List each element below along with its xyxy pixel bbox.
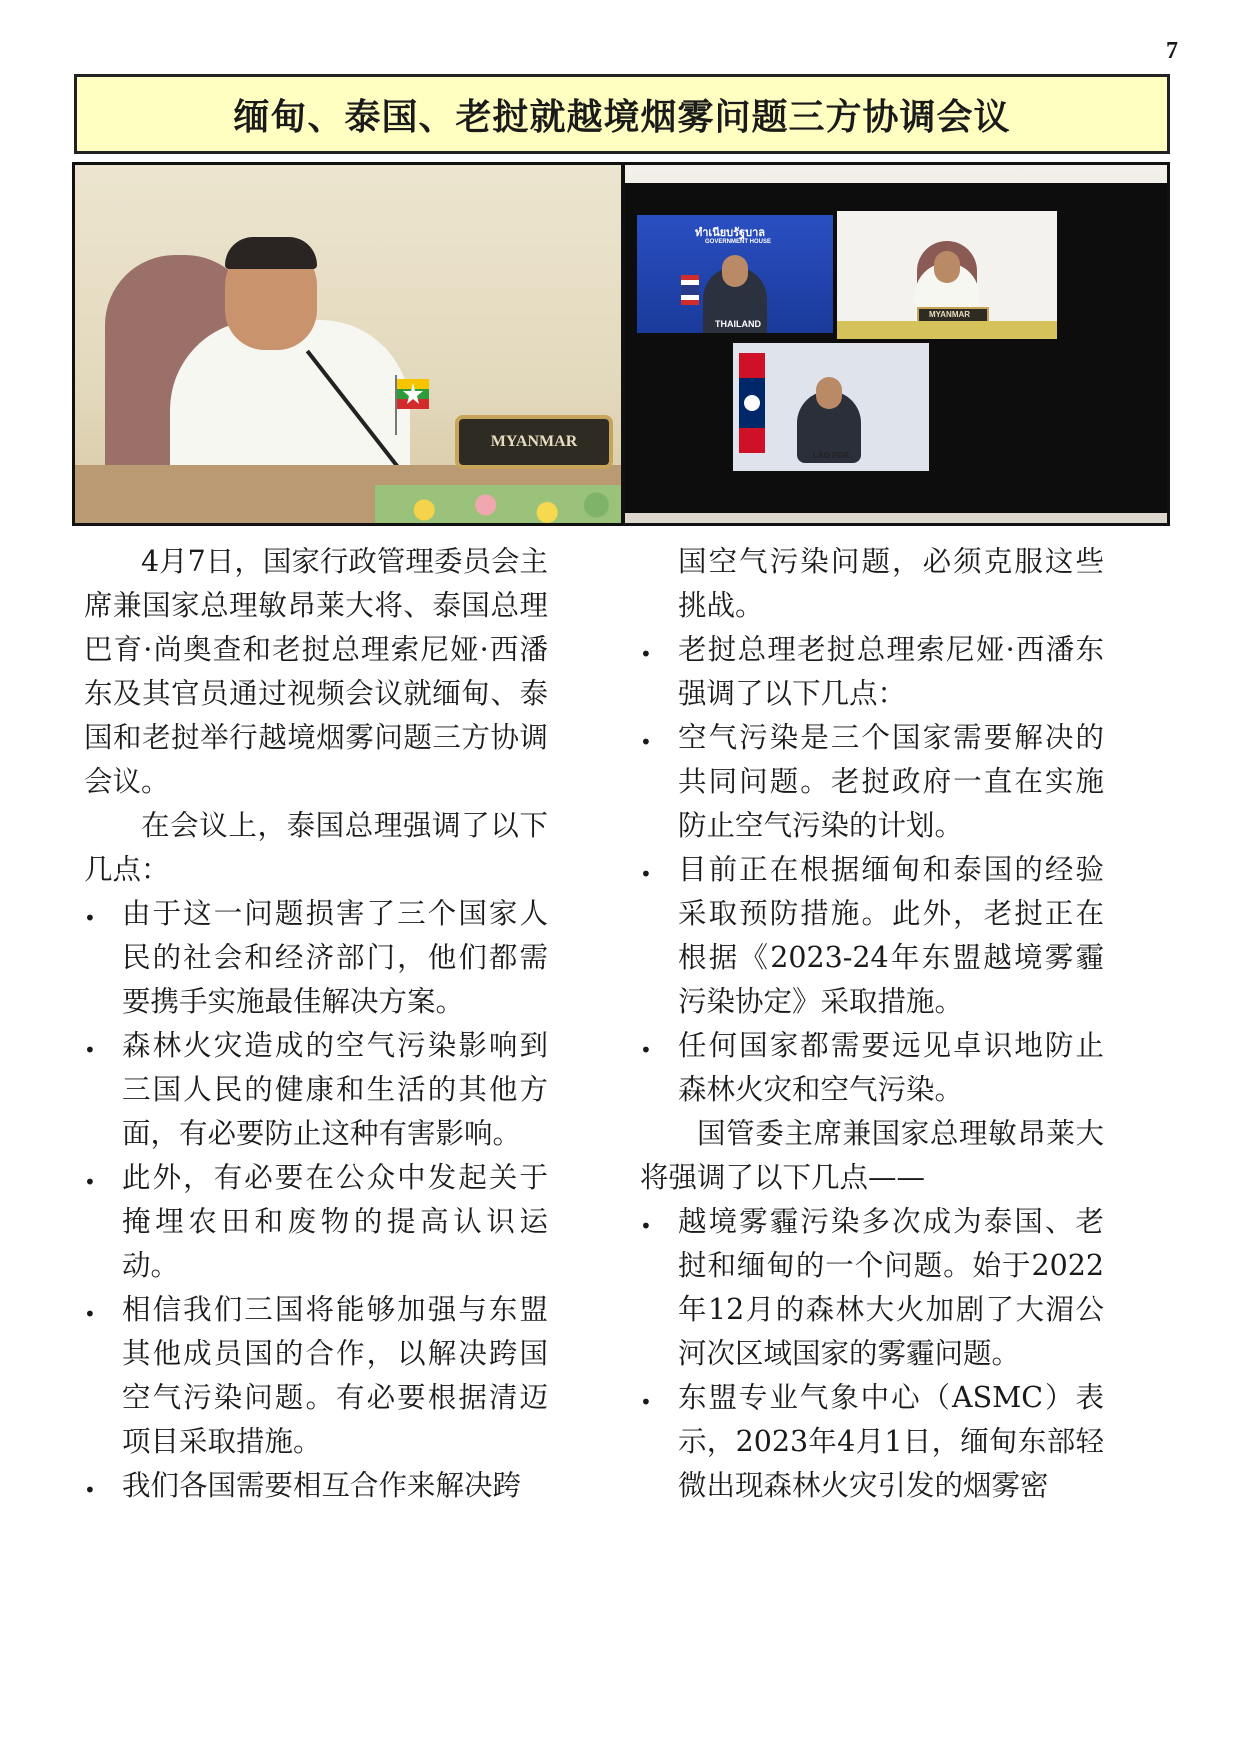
list-item: • 老挝总理老挝总理索尼娅·西潘东强调了以下几点： bbox=[640, 628, 1104, 716]
flower-arrangement-small bbox=[837, 321, 1057, 339]
list-item: • 由于这一问题损害了三个国家人民的社会和经济部门，他们都需要携手实施最佳解决方案。 bbox=[84, 892, 548, 1024]
list-item: • 森林火灾造成的空气污染影响到三国人民的健康和生活的其他方面，有必要防止这种有害影响。 bbox=[84, 1024, 548, 1156]
list-item: • 目前正在根据缅甸和泰国的经验采取预防措施。此外，老挝正在根据《2023-24年东盟越境雾霾污染协定》采取措施。 bbox=[640, 848, 1104, 1024]
list-item: • 相信我们三国将能够加强与东盟其他成员国的合作，以解决跨国空气污染问题。有必要根据清迈项目采取措施。 bbox=[84, 1288, 548, 1464]
list-item: • 东盟专业气象中心（ASMC）表示，2023年4月1日，缅甸东部轻微出现森林火灾引发的烟雾密 bbox=[640, 1376, 1104, 1508]
nameplate-label: MYANMAR bbox=[490, 433, 578, 450]
right-column bbox=[640, 540, 1104, 1508]
continued-text: 国空气污染问题，必须克服这些挑战。 bbox=[678, 545, 1104, 622]
thailand-points-list bbox=[84, 892, 548, 1508]
photo-myanmar-leader bbox=[75, 165, 621, 523]
thailand-flag-icon bbox=[681, 275, 699, 305]
photo-video-conference bbox=[625, 165, 1167, 523]
thailand-points-intro: 在会议上，泰国总理强调了以下几点： bbox=[84, 809, 548, 886]
video-tile-thailand bbox=[637, 215, 833, 333]
thailand-pm-face bbox=[722, 255, 748, 287]
laos-flag-icon bbox=[739, 353, 765, 453]
laos-pm-face bbox=[816, 377, 842, 409]
list-item: • 此外，有必要在公众中发起关于掩埋农田和废物的提高认识运动。 bbox=[84, 1156, 548, 1288]
article-title: 缅甸、泰国、老挝就越境烟雾问题三方协调会议 bbox=[233, 96, 1011, 138]
myanmar-nameplate-label: MYANMAR bbox=[929, 310, 971, 319]
myanmar-flag-icon bbox=[395, 375, 429, 435]
flower-arrangement bbox=[375, 485, 621, 523]
list-item: • 任何国家都需要远见卓识地防止森林火灾和空气污染。 bbox=[640, 1024, 1104, 1112]
myanmar-points-list bbox=[640, 1200, 1104, 1508]
photo-strip bbox=[72, 162, 1170, 526]
thailand-banner-text: ทำเนียบรัฐบาล bbox=[695, 227, 766, 239]
thailand-banner-sub: GOVERNMENT HOUSE bbox=[705, 239, 772, 245]
article-title-box bbox=[74, 74, 1170, 154]
thailand-nameplate: THAILAND bbox=[715, 319, 761, 329]
intro-paragraph: 4月7日，国家行政管理委员会主席兼国家总理敏昂莱大将、泰国总理巴育·尚奥查和老挝总理索尼娅·西潘东及其官员通过视频会议就缅甸、泰国和老挝举行越境烟雾问题三方协调会议。 bbox=[84, 545, 548, 798]
myanmar-points-intro: 国管委主席兼国家总理敏昂莱大将强调了以下几点—— bbox=[640, 1117, 1104, 1194]
nameplate bbox=[455, 415, 613, 469]
page-number: 7 bbox=[1166, 38, 1178, 64]
myanmar-leader-face bbox=[934, 251, 960, 283]
laos-nameplate: LAO PDR bbox=[813, 451, 849, 460]
list-item: • 空气污染是三个国家需要解决的共同问题。老挝政府一直在实施防止空气污染的计划。 bbox=[640, 716, 1104, 848]
person-hair-shape bbox=[225, 237, 317, 269]
video-tile-laos bbox=[733, 343, 929, 471]
list-item: • 我们各国需要相互合作来解决跨 bbox=[84, 1464, 548, 1508]
conference-screen bbox=[625, 183, 1167, 513]
video-tile-myanmar bbox=[837, 211, 1057, 339]
laos-points-list bbox=[640, 628, 1104, 1112]
left-column bbox=[84, 540, 548, 1508]
list-item: • 越境雾霾污染多次成为泰国、老挝和缅甸的一个问题。始于2022年12月的森林大火加剧了大湄公河次区域国家的雾霾问题。 bbox=[640, 1200, 1104, 1376]
